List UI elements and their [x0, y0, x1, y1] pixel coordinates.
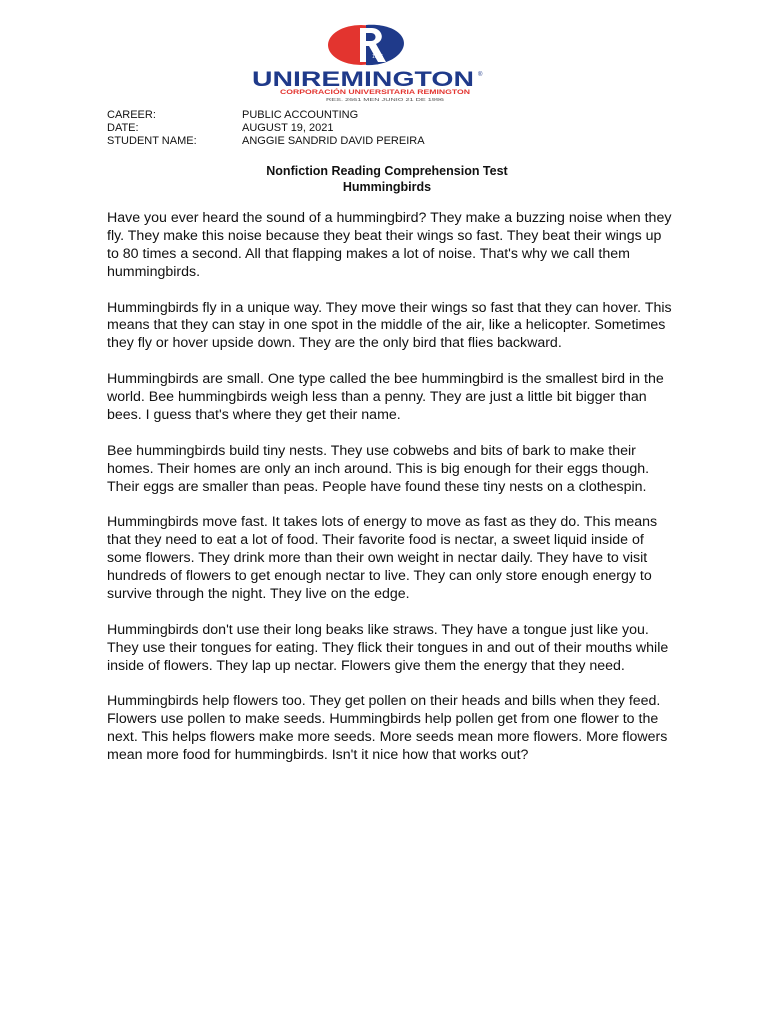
paragraph-3: Hummingbirds are small. One type called the bee hummingbird is the smallest bird in the world. Bee hummingbirds weigh less than a penny. They are just a little bit bigger than bees. I guess that's where they get their name. [107, 371, 664, 423]
date-row [107, 122, 425, 135]
topic-title: Hummingbirds [342, 180, 432, 194]
paragraph-5: Hummingbirds move fast. It takes lots of energy to move as fast as they do. This means that they need to eat a lot of food. Their favorite food is nectar, a sweet liquid inside of some flowers. They drink more than their own weight in nectar daily. They have to visit hundreds of flowers to get enough nectar to live. They can only store enough energy to survive through the night. They live on the edge. [107, 514, 658, 602]
logo-year: 1915 [372, 54, 384, 60]
logo-wordmark: UNIREMINGTON [252, 68, 474, 91]
student-name-value: ANGGIE SANDRID DAVID PEREIRA [242, 135, 425, 147]
paragraph-1: Have you ever heard the sound of a hummingbird? They make a buzzing noise when they fly. They make this noise because they beat their wings so fast. They beat their wings up to 80 times a second. All that flapping makes a lot of noise. That's why we call them hummingbirds. [107, 210, 672, 280]
career-row [107, 109, 425, 122]
date-value: AUGUST 19, 2021 [242, 122, 334, 134]
logo-registered: ® [478, 72, 483, 78]
student-row [107, 135, 425, 148]
student-name-label: STUDENT NAME: [107, 135, 197, 147]
logo-graphic [248, 18, 484, 102]
logo-subtitle: CORPORACIÓN UNIVERSITARIA REMINGTON [280, 90, 412, 96]
career-value: PUBLIC ACCOUNTING [242, 109, 359, 121]
document-title [0, 163, 768, 195]
uniremington-logo [248, 18, 484, 102]
paragraph-2: Hummingbirds fly in a unique way. They move their wings so fast that they can hover. This means that they can stay in one spot in the middle of the air, like a helicopter. Sometimes they fly or hover upside down. They are the only bird that flies backward. [107, 299, 672, 352]
test-title: Nonfiction Reading Comprehension Test [266, 164, 508, 178]
paragraph-6: Hummingbirds don't use their long beaks like straws. They have a tongue just like you. They use their tongues for eating. They flick their tongues in and out of their mouths while inside of flowers. They lap up nectar. Flowers give them the energy that they need. [107, 621, 669, 674]
paragraph-4: Bee hummingbirds build tiny nests. They use cobwebs and bits of bark to make their homes. Their homes are only an inch around. This is big enough for their eggs though. Their eggs are smaller than peas. People have found these tiny nests on a clothespin. [107, 442, 650, 495]
paragraph-7: Hummingbirds help flowers too. They get pollen on their heads and bills when they feed. Flowers use pollen to make seeds. Hummingbirds help pollen get from one flower to the next. This helps flowers make more seeds. More seeds mean more flowers. More flowers mean more food for hummingbirds. Isn't it nice how that works out? [107, 693, 668, 764]
student-info [107, 109, 425, 148]
reading-passage [107, 210, 677, 783]
logo-resolution: RES. 2661 MEN JUNIO 21 DE 1996 [326, 97, 445, 102]
career-label: CAREER: [107, 109, 156, 121]
date-label: DATE: [107, 122, 139, 134]
